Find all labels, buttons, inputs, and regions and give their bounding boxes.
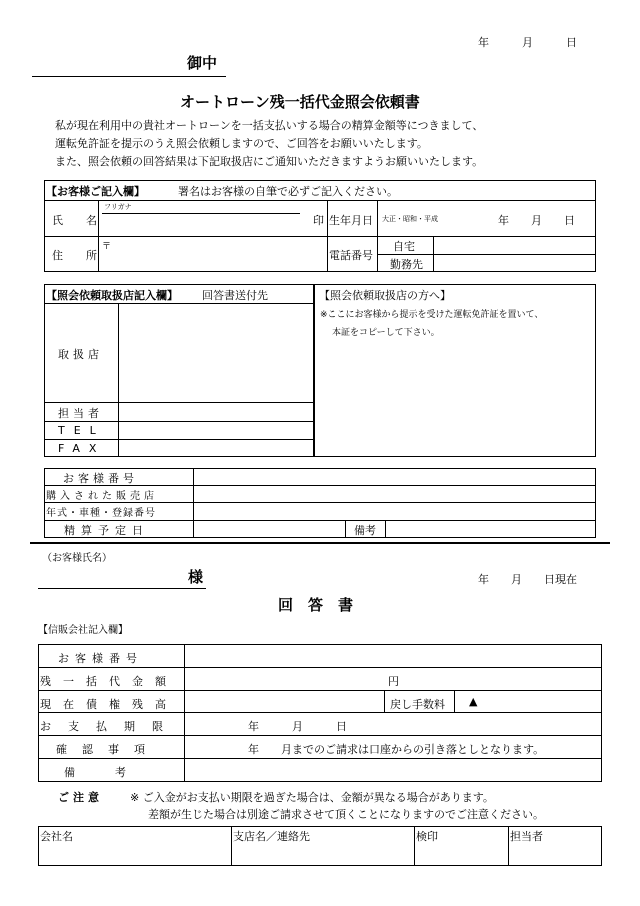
answer-title: 回 答 書	[278, 596, 354, 614]
answer-sama: 様	[188, 568, 204, 586]
address-field[interactable]	[102, 250, 324, 270]
addressee-line	[32, 76, 226, 77]
name-label: 氏 名	[52, 214, 103, 227]
intro-line-1: 私が現在利用中の貴社オートローンを一括支払いする場合の精算金額等につきまして、	[55, 119, 484, 132]
answer-row-pay-deadline: お支払期限	[40, 720, 180, 733]
answer-row-lump-sum: 残一括代金額	[40, 675, 178, 688]
yen-unit: 円	[388, 675, 399, 688]
answer-row-customer-no: お客様番号	[58, 652, 143, 665]
info-row-dealer: 購入された販売店	[46, 491, 158, 502]
refund-fee-mark: ▲	[469, 695, 478, 708]
dealer-section-label: 【照会依頼取扱店記入欄】	[46, 289, 178, 302]
onchu-label: 御中	[187, 54, 218, 72]
answer-customer-name-label: （お客様氏名）	[42, 553, 112, 564]
work-phone-field[interactable]	[435, 255, 595, 271]
footer-stamp: 検印	[416, 830, 438, 843]
answer-customer-no-field[interactable]	[186, 645, 601, 666]
answer-row-confirm: 確認事項	[56, 743, 160, 756]
info-settle-date-field[interactable]	[195, 521, 344, 537]
refund-fee-field[interactable]	[456, 691, 601, 711]
fax-field[interactable]	[120, 441, 312, 456]
section-divider	[30, 542, 610, 544]
home-phone-label: 自宅	[393, 240, 415, 253]
reply-to-label: 回答書送付先	[202, 289, 268, 302]
birth-date-field[interactable]: 年 月 日	[498, 214, 575, 227]
caution-line-2: 差額が生じた場合は別途ご請求させて頂くことになりますのでご注意ください。	[148, 808, 544, 821]
answer-name-line	[38, 588, 206, 589]
form-title: オートローン残一括代金照会依頼書	[180, 93, 420, 111]
info-row-vehicle: 年式・車種・登録番号	[46, 508, 156, 519]
fax-label: FAX	[58, 442, 106, 455]
footer-company: 会社名	[40, 830, 73, 843]
info-remarks-field[interactable]	[387, 521, 595, 537]
answer-deadline-field[interactable]: 年 月 日	[248, 720, 347, 733]
footer-staff: 担当者	[510, 830, 543, 843]
birth-label: 生年月日	[329, 214, 373, 227]
furigana-line	[102, 213, 300, 214]
home-phone-field[interactable]	[435, 237, 595, 253]
name-field[interactable]	[102, 215, 300, 233]
caution-line-1: ※ ご入金がお支払い期限を過ぎた場合は、金額が異なる場合があります。	[130, 791, 494, 804]
staff-label: 担当者	[58, 407, 103, 420]
answer-remarks-field[interactable]	[186, 759, 601, 781]
store-label: 取扱店	[58, 348, 103, 361]
intro-line-3: また、照会依頼の回答結果は下記取扱店にご通知いただきますようお願いいたします。	[55, 155, 484, 168]
address-label: 住 所	[52, 249, 103, 262]
furigana-label: フリガナ	[104, 203, 132, 211]
intro-line-2: 運転免許証を提示のうえ照会依頼しますので、ご回答をお願いいたします。	[55, 137, 428, 150]
info-customer-no-field[interactable]	[195, 469, 595, 484]
postal-mark: 〒	[102, 242, 112, 252]
header-date: 年 月 日	[478, 36, 577, 49]
refund-fee-label: 戻し手数料	[390, 698, 445, 711]
notice-line-2: 本証をコピーして下さい。	[332, 328, 440, 338]
answer-section-label: 【信販会社記入欄】	[38, 625, 128, 636]
era-options[interactable]: 大正・昭和・平成	[382, 215, 438, 223]
tel-label: TEL	[58, 424, 105, 437]
work-phone-label: 勤務先	[390, 258, 423, 271]
answer-balance-field[interactable]	[186, 691, 383, 711]
customer-section-note: 署名はお客様の自筆で必ずご記入ください。	[178, 185, 398, 198]
answer-date: 年 月 日現在	[478, 573, 577, 586]
notice-title: 【照会依頼取扱店の方へ】	[319, 289, 451, 302]
footer-branch: 支店名／連絡先	[233, 830, 310, 843]
answer-confirm-text: 年 月までのご請求は口座からの引き落としとなります。	[248, 743, 545, 756]
tel-field[interactable]	[120, 423, 312, 438]
info-row-customer-no: お客様番号	[63, 472, 138, 485]
seal-mark: 印	[313, 214, 324, 227]
info-remarks-label: 備考	[354, 524, 376, 537]
customer-section-label: 【お客様ご記入欄】	[46, 185, 145, 198]
answer-row-balance: 現在債権残高	[40, 698, 178, 711]
info-row-settle-date: 精算予定日	[64, 524, 149, 537]
phone-label: 電話番号	[329, 249, 373, 262]
info-vehicle-field[interactable]	[195, 503, 595, 519]
caution-label: ご注意	[58, 791, 103, 804]
store-field[interactable]	[120, 305, 312, 400]
staff-field[interactable]	[120, 404, 312, 420]
answer-row-remarks: 備考	[64, 766, 166, 779]
notice-line-1: ※ここにお客様から提示を受けた運転免許証を置いて、	[320, 310, 544, 320]
info-dealer-field[interactable]	[195, 486, 595, 501]
